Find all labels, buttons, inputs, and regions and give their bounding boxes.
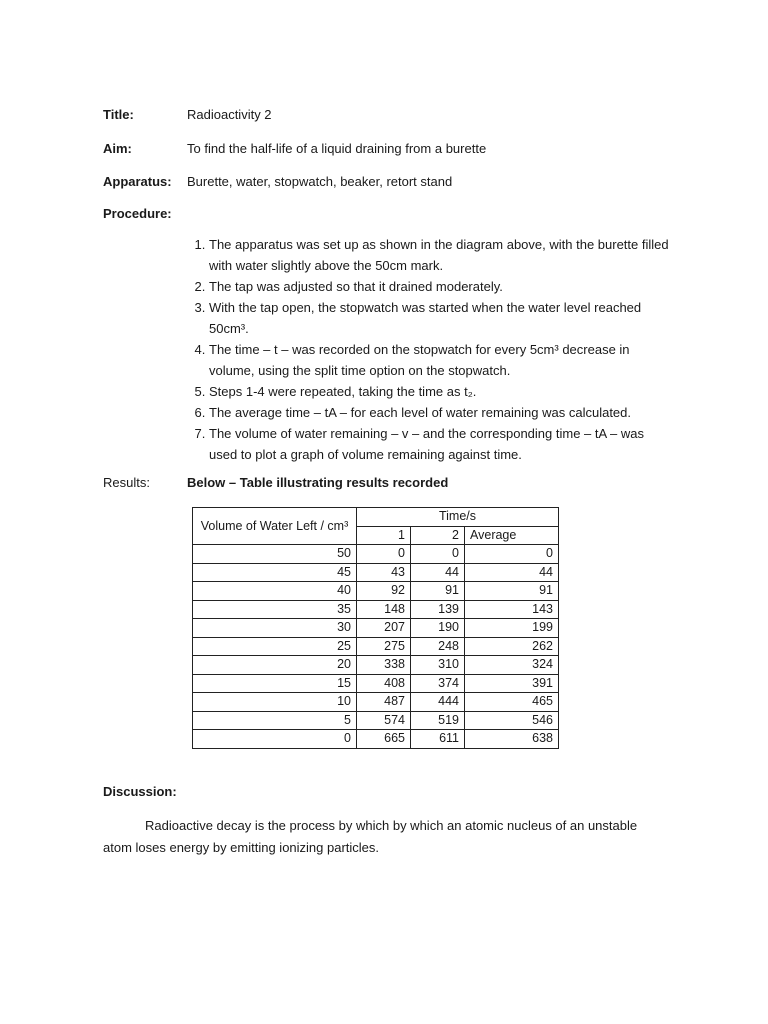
procedure-step: 3. With the tap open, the stopwatch was started when the water level reached 50cm³. [209, 297, 669, 339]
average-cell: 546 [465, 711, 559, 730]
average-cell: 199 [465, 619, 559, 638]
table-row [193, 545, 559, 564]
results-caption: Below – Table illustrating results recorded [187, 475, 449, 490]
time1-cell: 0 [357, 545, 411, 564]
procedure-step: 5. Steps 1-4 were repeated, taking the time as t₂. [209, 381, 669, 402]
time1-cell: 43 [357, 563, 411, 582]
time2-cell: 374 [411, 674, 465, 693]
time2-cell: 44 [411, 563, 465, 582]
volume-cell: 40 [193, 582, 357, 601]
time2-cell: 310 [411, 656, 465, 675]
time1-cell: 92 [357, 582, 411, 601]
table-row [193, 656, 559, 675]
discussion-text: Radioactive decay is the process by which by which an atomic nucleus of an unstable atom loses energy by emitting ionizing particles. [103, 818, 638, 855]
volume-header: Volume of Water Left / cm³ [193, 508, 357, 545]
volume-cell: 15 [193, 674, 357, 693]
apparatus-value: Burette, water, stopwatch, beaker, retort stand [187, 174, 453, 189]
average-cell: 324 [465, 656, 559, 675]
procedure-step: 2. The tap was adjusted so that it drained moderately. [209, 276, 669, 297]
volume-cell: 5 [193, 711, 357, 730]
time2-cell: 444 [411, 693, 465, 712]
volume-cell: 30 [193, 619, 357, 638]
table-row [193, 582, 559, 601]
average-cell: 44 [465, 563, 559, 582]
time-header: Time/s [357, 508, 559, 527]
table-row [193, 674, 559, 693]
time2-cell: 190 [411, 619, 465, 638]
volume-cell: 35 [193, 600, 357, 619]
procedure-label: Procedure: [103, 206, 172, 221]
table-body [193, 545, 559, 749]
time2-cell: 91 [411, 582, 465, 601]
table-header-row [193, 508, 559, 527]
apparatus-label: Apparatus: [103, 174, 172, 189]
volume-cell: 0 [193, 730, 357, 749]
procedure-step: 4. The time – t – was recorded on the stopwatch for every 5cm³ decrease in volume, using the split time option on the stopwatch. [209, 339, 669, 381]
time2-cell: 0 [411, 545, 465, 564]
time2-cell: 611 [411, 730, 465, 749]
time2-cell: 248 [411, 637, 465, 656]
table-row [193, 693, 559, 712]
time2-cell: 139 [411, 600, 465, 619]
aim-label: Aim: [103, 141, 132, 156]
average-cell: 91 [465, 582, 559, 601]
table-row [193, 619, 559, 638]
table-row [193, 711, 559, 730]
average-cell: 391 [465, 674, 559, 693]
time2-cell: 519 [411, 711, 465, 730]
title-label: Title: [103, 107, 134, 122]
time1-cell: 487 [357, 693, 411, 712]
volume-cell: 45 [193, 563, 357, 582]
subheader-2: 2 [411, 526, 465, 545]
table-row [193, 637, 559, 656]
subheader-average: Average [465, 526, 559, 545]
average-cell: 638 [465, 730, 559, 749]
procedure-step: 1. The apparatus was set up as shown in the diagram above, with the burette filled with water slightly above the 50cm mark. [209, 234, 669, 276]
table-row [193, 730, 559, 749]
average-cell: 143 [465, 600, 559, 619]
time1-cell: 665 [357, 730, 411, 749]
procedure-step: 6. The average time – tA – for each level of water remaining was calculated. [209, 402, 669, 423]
average-cell: 0 [465, 545, 559, 564]
results-label: Results: [103, 475, 150, 490]
procedure-step: 7. The volume of water remaining – v – and the corresponding time – tA – was used to plot a graph of volume remaining against time. [209, 423, 669, 465]
results-table [192, 507, 559, 749]
title-value: Radioactivity 2 [187, 107, 272, 122]
average-cell: 262 [465, 637, 559, 656]
table-row [193, 600, 559, 619]
time1-cell: 408 [357, 674, 411, 693]
aim-value: To find the half-life of a liquid draining from a burette [187, 141, 487, 156]
procedure-list [187, 234, 669, 465]
time1-cell: 275 [357, 637, 411, 656]
table-row [193, 563, 559, 582]
time1-cell: 574 [357, 711, 411, 730]
volume-cell: 10 [193, 693, 357, 712]
average-cell: 465 [465, 693, 559, 712]
time1-cell: 338 [357, 656, 411, 675]
subheader-1: 1 [357, 526, 411, 545]
volume-cell: 25 [193, 637, 357, 656]
time1-cell: 207 [357, 619, 411, 638]
volume-cell: 50 [193, 545, 357, 564]
time1-cell: 148 [357, 600, 411, 619]
volume-cell: 20 [193, 656, 357, 675]
discussion-label: Discussion: [103, 784, 177, 799]
